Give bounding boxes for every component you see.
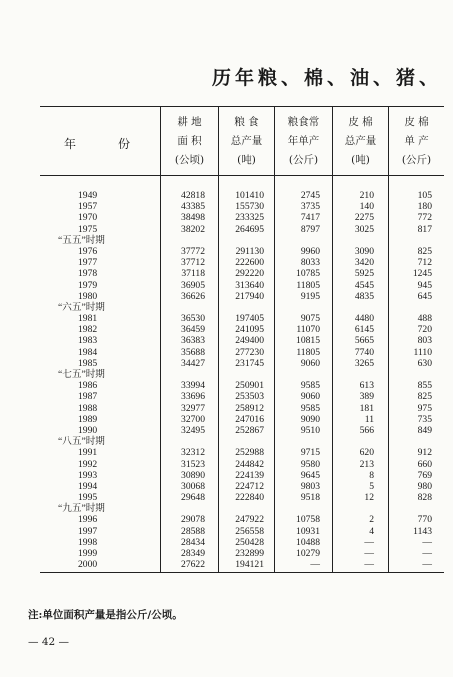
header-cotton-yield: 皮 棉 单 产 (公斤) bbox=[388, 107, 444, 175]
area-cell: 35688 bbox=[181, 346, 205, 358]
cotton-yield-cell: — bbox=[422, 559, 432, 571]
year-cell: 1957 bbox=[78, 201, 98, 213]
grain-yield-cell: 9585 bbox=[300, 380, 320, 392]
year-cell: 1997 bbox=[78, 525, 98, 537]
header-cultivated-area: 耕 地 面 积 (公顷) bbox=[160, 107, 218, 175]
year-cell: 1987 bbox=[78, 391, 98, 403]
period-row bbox=[40, 369, 444, 380]
grain-output-cell: 224139 bbox=[235, 469, 264, 481]
cotton-yield-cell: 660 bbox=[417, 458, 432, 470]
table-body bbox=[40, 176, 444, 570]
area-cell: 36626 bbox=[181, 290, 205, 302]
year-header-label-2: 份 bbox=[118, 137, 131, 151]
year-cell: 1983 bbox=[78, 335, 98, 347]
area-cell: 31523 bbox=[181, 458, 205, 470]
area-cell: 30068 bbox=[181, 480, 205, 492]
cotton-output-cell: 5 bbox=[369, 480, 374, 492]
year-cell: 1980 bbox=[78, 290, 98, 302]
year-column-header bbox=[40, 107, 160, 175]
grain-yield-cell: 9803 bbox=[300, 480, 320, 492]
table-header bbox=[40, 107, 444, 176]
table-row bbox=[40, 380, 444, 391]
cotton-output-cell: 3420 bbox=[354, 257, 374, 269]
area-cell: 34427 bbox=[181, 357, 205, 369]
table-bottom-rule bbox=[40, 572, 444, 573]
area-cell: 28434 bbox=[181, 536, 205, 548]
area-cell: 37118 bbox=[181, 268, 205, 280]
grain-output-cell: 222840 bbox=[235, 492, 264, 504]
cotton-yield-cell: — bbox=[422, 548, 432, 559]
grain-yield-cell: 10931 bbox=[296, 525, 320, 537]
grain-output-cell: 252867 bbox=[235, 424, 264, 436]
grain-yield-cell: 9960 bbox=[300, 245, 320, 257]
header-grain-output: 粮 食 总产量 (吨) bbox=[218, 107, 274, 175]
cotton-yield-cell: 769 bbox=[417, 469, 432, 481]
cotton-yield-cell: 803 bbox=[417, 335, 432, 347]
cotton-yield-cell: 720 bbox=[417, 324, 432, 336]
cotton-yield-cell: 849 bbox=[417, 424, 432, 436]
table-row bbox=[40, 459, 444, 470]
year-cell: 1996 bbox=[78, 514, 98, 526]
period-row bbox=[40, 503, 444, 514]
cotton-output-cell: 5925 bbox=[354, 268, 374, 280]
data-table bbox=[40, 106, 444, 573]
table-row bbox=[40, 313, 444, 324]
table-row bbox=[40, 190, 444, 201]
grain-yield-cell: 11070 bbox=[296, 324, 320, 336]
grain-yield-cell: — bbox=[310, 559, 320, 571]
grain-yield-cell: 9075 bbox=[300, 313, 320, 325]
cotton-yield-cell: 912 bbox=[417, 447, 432, 459]
period-label: “五五”时期 bbox=[58, 234, 105, 246]
grain-yield-cell: 9645 bbox=[300, 469, 320, 481]
table-row bbox=[40, 481, 444, 492]
cotton-yield-cell: — bbox=[422, 536, 432, 548]
year-cell: 1984 bbox=[78, 346, 98, 358]
table-row bbox=[40, 291, 444, 302]
cotton-output-cell: 4480 bbox=[354, 313, 374, 325]
grain-yield-cell: 10815 bbox=[296, 335, 320, 347]
grain-yield-cell: 9585 bbox=[300, 402, 320, 414]
grain-output-cell: 249400 bbox=[235, 335, 264, 347]
cotton-yield-cell: 825 bbox=[417, 391, 432, 403]
grain-yield-cell: 8797 bbox=[300, 223, 320, 235]
grain-output-cell: 264695 bbox=[235, 223, 264, 235]
grain-output-cell: 231745 bbox=[235, 357, 264, 369]
cotton-yield-cell: 1245 bbox=[412, 268, 432, 280]
year-cell: 1990 bbox=[78, 424, 98, 436]
cotton-output-cell: — bbox=[364, 536, 374, 548]
grain-output-cell: 247922 bbox=[235, 514, 264, 526]
cotton-yield-cell: 980 bbox=[417, 480, 432, 492]
cotton-output-cell: 181 bbox=[359, 402, 374, 414]
area-cell: 38498 bbox=[181, 212, 205, 224]
grain-yield-cell: 9518 bbox=[300, 492, 320, 504]
table-row bbox=[40, 447, 444, 458]
cotton-yield-cell: 735 bbox=[417, 413, 432, 425]
cotton-output-cell: 620 bbox=[359, 447, 374, 459]
grain-yield-cell: 10488 bbox=[296, 536, 320, 548]
area-cell: 33696 bbox=[181, 391, 205, 403]
area-cell: 28588 bbox=[181, 525, 205, 537]
grain-output-cell: 155730 bbox=[235, 201, 264, 213]
period-row bbox=[40, 302, 444, 313]
cotton-yield-cell: 945 bbox=[417, 279, 432, 291]
grain-output-cell: 233325 bbox=[235, 212, 264, 224]
grain-output-cell: 194121 bbox=[235, 559, 264, 571]
cotton-yield-cell: 817 bbox=[417, 223, 432, 235]
grain-output-cell: 313640 bbox=[235, 279, 264, 291]
area-cell: 36459 bbox=[181, 324, 205, 336]
table-row bbox=[40, 548, 444, 559]
cotton-output-cell: 5665 bbox=[354, 335, 374, 347]
cotton-output-cell: — bbox=[364, 548, 374, 559]
table-row bbox=[40, 212, 444, 223]
table-row bbox=[40, 391, 444, 402]
area-cell: 36383 bbox=[181, 335, 205, 347]
area-cell: 28349 bbox=[181, 548, 205, 559]
area-cell: 43385 bbox=[181, 201, 205, 213]
grain-output-cell: 256558 bbox=[235, 525, 264, 537]
grain-output-cell: 244842 bbox=[235, 458, 264, 470]
area-cell: 33994 bbox=[181, 380, 205, 392]
cotton-yield-cell: 645 bbox=[417, 290, 432, 302]
grain-yield-cell: 9195 bbox=[300, 290, 320, 302]
cotton-output-cell: 210 bbox=[359, 190, 374, 201]
table-row bbox=[40, 470, 444, 481]
year-cell: 1977 bbox=[78, 257, 98, 269]
area-cell: 29078 bbox=[181, 514, 205, 526]
cotton-output-cell: 2275 bbox=[354, 212, 374, 224]
cotton-output-cell: 2 bbox=[369, 514, 374, 526]
grain-output-cell: 224712 bbox=[235, 480, 264, 492]
year-cell: 1993 bbox=[78, 469, 98, 481]
table-row bbox=[40, 201, 444, 212]
year-cell: 1970 bbox=[78, 212, 98, 224]
grain-output-cell: 197405 bbox=[235, 313, 264, 325]
footnote: 注:单位面积产量是指公斤/公顷。 bbox=[28, 609, 183, 621]
cotton-yield-cell: 825 bbox=[417, 245, 432, 257]
table-row bbox=[40, 537, 444, 548]
cotton-yield-cell: 975 bbox=[417, 402, 432, 414]
cotton-output-cell: 12 bbox=[364, 492, 374, 504]
cotton-yield-cell: 105 bbox=[417, 190, 432, 201]
grain-yield-cell: 7417 bbox=[300, 212, 320, 224]
cotton-output-cell: 11 bbox=[364, 413, 374, 425]
area-cell: 32312 bbox=[181, 447, 205, 459]
period-label: “七五”时期 bbox=[58, 369, 105, 380]
year-cell: 1976 bbox=[78, 245, 98, 257]
table-row bbox=[40, 358, 444, 369]
table-row bbox=[40, 280, 444, 291]
grain-output-cell: 292220 bbox=[235, 268, 264, 280]
grain-output-cell: 232899 bbox=[235, 548, 264, 559]
grain-yield-cell: 10279 bbox=[296, 548, 320, 559]
cotton-output-cell: 3025 bbox=[354, 223, 374, 235]
table-row bbox=[40, 324, 444, 335]
cotton-output-cell: 389 bbox=[359, 391, 374, 403]
table-row bbox=[40, 347, 444, 358]
year-cell: 1986 bbox=[78, 380, 98, 392]
year-cell: 1992 bbox=[78, 458, 98, 470]
cotton-output-cell: 4835 bbox=[354, 290, 374, 302]
cotton-output-cell: 140 bbox=[359, 201, 374, 213]
cotton-yield-cell: 770 bbox=[417, 514, 432, 526]
year-cell: 1995 bbox=[78, 492, 98, 504]
period-row bbox=[40, 436, 444, 447]
cotton-yield-cell: 828 bbox=[417, 492, 432, 504]
year-cell: 1981 bbox=[78, 313, 98, 325]
table-row bbox=[40, 403, 444, 414]
cotton-yield-cell: 712 bbox=[417, 257, 432, 269]
area-cell: 42818 bbox=[181, 190, 205, 201]
year-header-label-1: 年 bbox=[64, 137, 77, 151]
area-cell: 36530 bbox=[181, 313, 205, 325]
grain-output-cell: 222600 bbox=[235, 257, 264, 269]
page-title: 历年粮、棉、油、猪、 bbox=[212, 67, 443, 89]
cotton-output-cell: 7740 bbox=[354, 346, 374, 358]
grain-output-cell: 247016 bbox=[235, 413, 264, 425]
area-cell: 37772 bbox=[181, 245, 205, 257]
header-grain-yield: 粮食常 年单产 (公斤) bbox=[274, 107, 332, 175]
cotton-yield-cell: 855 bbox=[417, 380, 432, 392]
cotton-yield-cell: 772 bbox=[417, 212, 432, 224]
area-cell: 32977 bbox=[181, 402, 205, 414]
cotton-yield-cell: 630 bbox=[417, 357, 432, 369]
table-row bbox=[40, 559, 444, 570]
period-label: “六五”时期 bbox=[58, 301, 105, 313]
grain-yield-cell: 9510 bbox=[300, 424, 320, 436]
year-cell: 1982 bbox=[78, 324, 98, 336]
year-cell: 1991 bbox=[78, 447, 98, 459]
table-row bbox=[40, 246, 444, 257]
cotton-output-cell: 213 bbox=[359, 458, 374, 470]
year-cell: 1949 bbox=[78, 190, 98, 201]
grain-output-cell: 252988 bbox=[235, 447, 264, 459]
area-cell: 37712 bbox=[181, 257, 205, 269]
table-row bbox=[40, 492, 444, 503]
grain-output-cell: 291130 bbox=[235, 245, 264, 257]
cotton-output-cell: 613 bbox=[359, 380, 374, 392]
table-row bbox=[40, 268, 444, 279]
grain-output-cell: 217940 bbox=[235, 290, 264, 302]
table-row bbox=[40, 526, 444, 537]
year-cell: 1998 bbox=[78, 536, 98, 548]
grain-yield-cell: 11805 bbox=[296, 346, 320, 358]
grain-output-cell: 250428 bbox=[235, 536, 264, 548]
page-number: — 42 — bbox=[28, 636, 70, 648]
period-label: “八五”时期 bbox=[58, 436, 105, 448]
period-row bbox=[40, 235, 444, 246]
cotton-output-cell: 566 bbox=[359, 424, 374, 436]
cotton-output-cell: 3090 bbox=[354, 245, 374, 257]
cotton-output-cell: 3265 bbox=[354, 357, 374, 369]
year-cell: 1999 bbox=[78, 548, 98, 559]
period-label: “九五”时期 bbox=[58, 503, 105, 515]
cotton-output-cell: — bbox=[364, 559, 374, 571]
area-cell: 27622 bbox=[181, 559, 205, 571]
grain-output-cell: 277230 bbox=[235, 346, 264, 358]
area-cell: 32495 bbox=[181, 424, 205, 436]
year-cell: 1989 bbox=[78, 413, 98, 425]
grain-output-cell: 250901 bbox=[235, 380, 264, 392]
cotton-output-cell: 8 bbox=[369, 469, 374, 481]
year-cell: 1975 bbox=[78, 223, 98, 235]
grain-yield-cell: 10785 bbox=[296, 268, 320, 280]
table-row bbox=[40, 414, 444, 425]
header-cotton-output: 皮 棉 总产量 (吨) bbox=[332, 107, 388, 175]
cotton-yield-cell: 1110 bbox=[413, 346, 432, 358]
year-cell: 1985 bbox=[78, 357, 98, 369]
year-cell: 1988 bbox=[78, 402, 98, 414]
grain-output-cell: 258912 bbox=[235, 402, 264, 414]
cotton-yield-cell: 1143 bbox=[413, 525, 432, 537]
area-cell: 36905 bbox=[181, 279, 205, 291]
table-row bbox=[40, 425, 444, 436]
year-cell: 2000 bbox=[78, 559, 98, 571]
grain-yield-cell: 9090 bbox=[300, 413, 320, 425]
cotton-output-cell: 4545 bbox=[354, 279, 374, 291]
grain-yield-cell: 10758 bbox=[296, 514, 320, 526]
grain-output-cell: 253503 bbox=[235, 391, 264, 403]
area-cell: 29648 bbox=[181, 492, 205, 504]
grain-output-cell: 241095 bbox=[235, 324, 264, 336]
grain-yield-cell: 8033 bbox=[300, 257, 320, 269]
table-row bbox=[40, 335, 444, 346]
area-cell: 32700 bbox=[181, 413, 205, 425]
grain-yield-cell: 9060 bbox=[300, 357, 320, 369]
grain-yield-cell: 9060 bbox=[300, 391, 320, 403]
grain-output-cell: 101410 bbox=[235, 190, 264, 201]
table-row bbox=[40, 514, 444, 525]
year-cell: 1979 bbox=[78, 279, 98, 291]
cotton-yield-cell: 488 bbox=[417, 313, 432, 325]
grain-yield-cell: 9715 bbox=[300, 447, 320, 459]
year-cell: 1994 bbox=[78, 480, 98, 492]
cotton-output-cell: 6145 bbox=[354, 324, 374, 336]
grain-yield-cell: 2745 bbox=[300, 190, 320, 201]
year-cell: 1978 bbox=[78, 268, 98, 280]
cotton-yield-cell: 180 bbox=[417, 201, 432, 213]
area-cell: 30890 bbox=[181, 469, 205, 481]
grain-yield-cell: 3735 bbox=[300, 201, 320, 213]
grain-yield-cell: 9580 bbox=[300, 458, 320, 470]
table-row bbox=[40, 257, 444, 268]
table-row bbox=[40, 224, 444, 235]
grain-yield-cell: 11805 bbox=[296, 279, 320, 291]
cotton-output-cell: 4 bbox=[369, 525, 374, 537]
area-cell: 38202 bbox=[181, 223, 205, 235]
